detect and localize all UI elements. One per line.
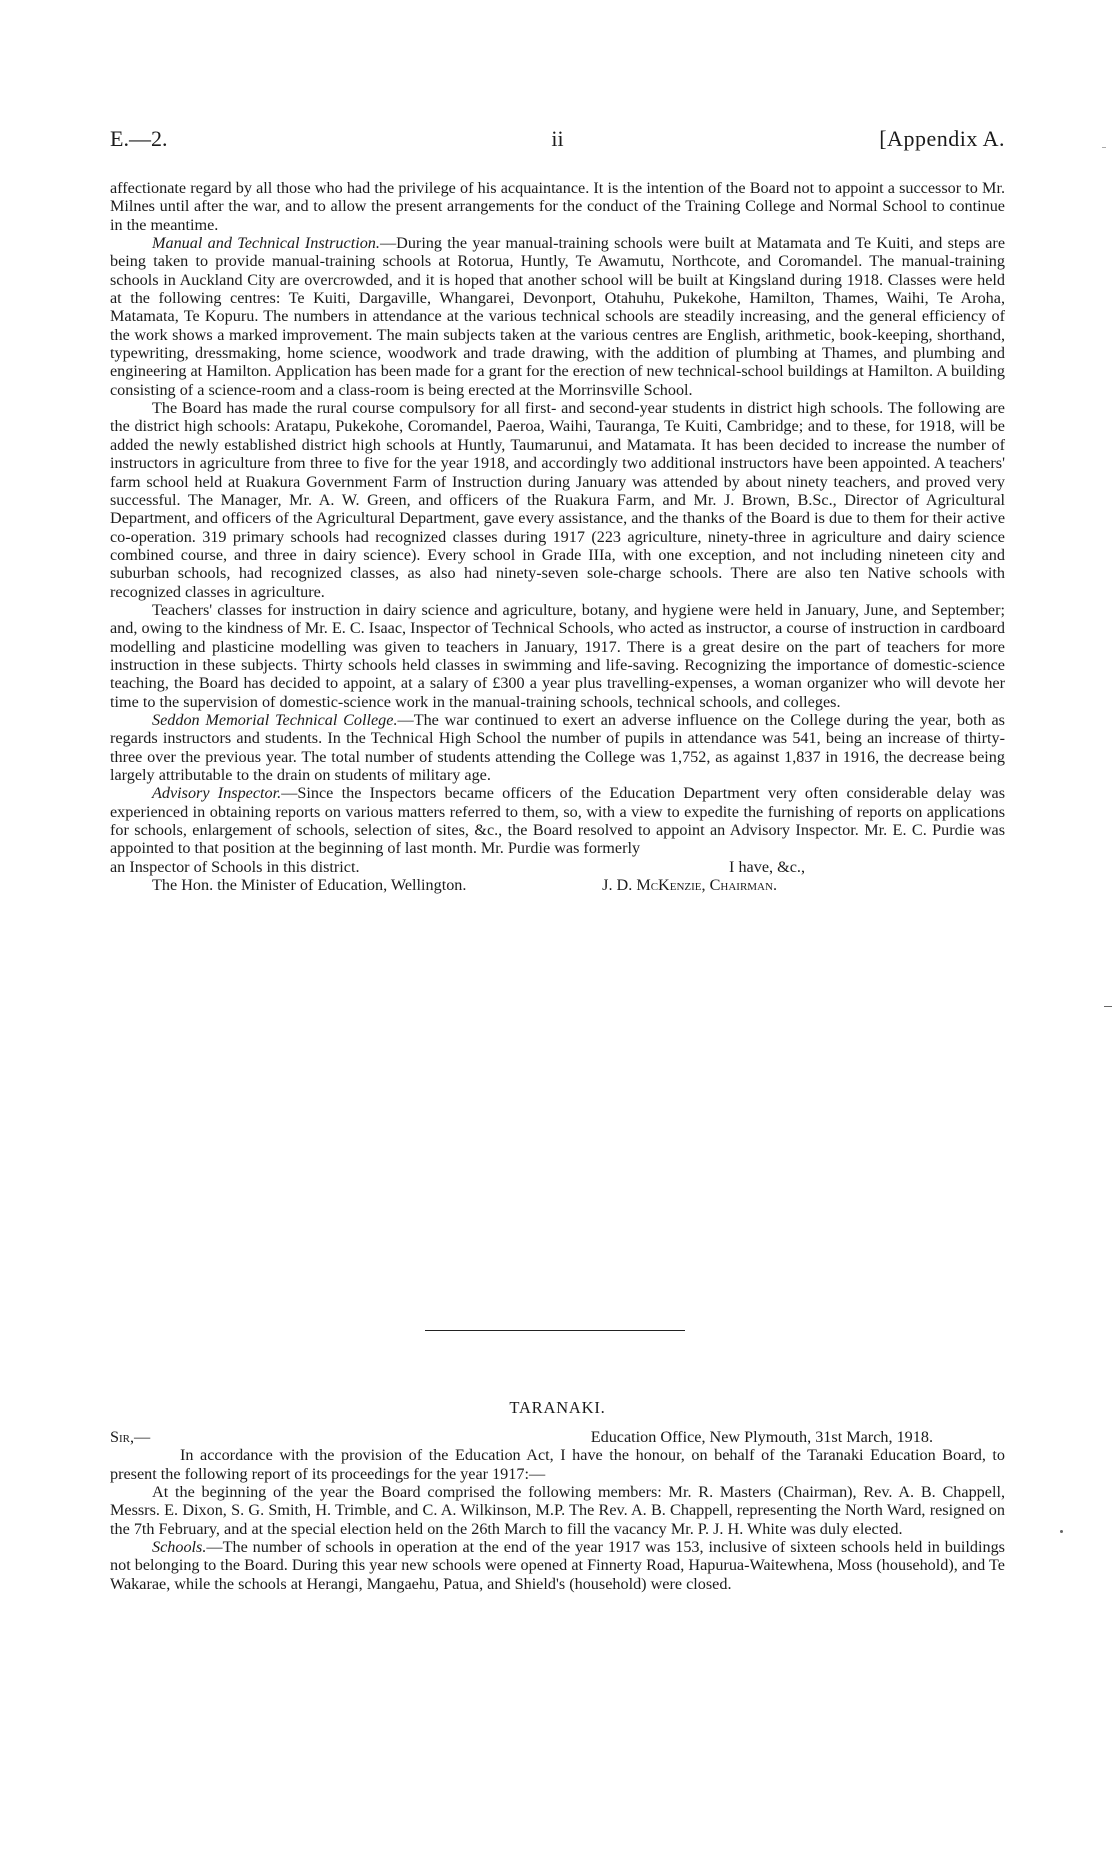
scan-mark [1102, 147, 1106, 148]
heading-manual-technical: Manual and Technical Instruction. [152, 234, 380, 253]
addressee: The Hon. the Minister of Education, Wellington. [152, 876, 467, 895]
heading-seddon: Seddon Memorial Technical College. [152, 710, 398, 729]
page-number: ii [551, 126, 564, 151]
heading-schools: Schools. [152, 1538, 207, 1557]
paragraph-teachers-classes: Teachers' classes for instruction in dairy science and agriculture, botany, and hygiene were held in January, June, and September; and, owing to the kindness of Mr. E. C. Isaac, Inspector of Technical Schools, who acted as instructor, a course of instruction in cardboard modelling and plasticine modelling was given to teachers in January, 1917. There is a great desire on the part of teachers for more instruction in these subjects. Thirty schools held classes in swimming and life-saving. Recognizing the importance of domestic-science teaching, the Board has decided to appoint, at a salary of £300 a year plus travelling-expenses, a woman organizer who will devote her time to the supervision of domestic-science work in the manual-training schools, technical schools, and colleges. [110, 600, 1005, 711]
signoff-i-have: I have, &c., [729, 857, 805, 876]
auckland-report-continuation [110, 179, 1005, 894]
heading-advisory: Advisory Inspector. [152, 784, 282, 803]
salutation: Sir,— [110, 1428, 151, 1446]
section-title-taranaki: TARANAKI. [509, 1398, 606, 1417]
signoff-line [110, 858, 1005, 876]
paragraph-advisory-text: Since the Inspectors became officers of the Education Department very often considerable delay was experienced in obtaining reports on various matters referred to them, so, with a view to expedite the furnishing of reports on applications for schools, enlargement of schools, selection of sites, &c., the Board resolved to appoint an Advisory Inspector. Mr. E. C. Purdie was appointed to that position at the beginning of last month. Mr. Purdie was formerly [110, 784, 1005, 858]
closing-line [110, 876, 1005, 894]
signature: J. D. McKenzie, Chairman. [602, 876, 777, 895]
paragraph-intro: affectionate regard by all those who had the privilege of his acquaintance. It is the intention of the Board not to appoint a successor to Mr. Milnes until after the war, and to allow the present arrangements for the conduct of the Training College and Normal School to continue in the meantime. [110, 179, 1005, 234]
report-code: E.—2. [110, 126, 168, 151]
paragraph-advisory: Advisory Inspector.—Since the Inspectors became officers of the Education Department very often considerable delay was experienced in obtaining reports on various matters referred to them, so, with a view to expedite the furnishing of reports on applications for schools, enlargement of schools, selection of sites, &c., the Board resolved to appoint an Advisory Inspector. Mr. E. C. Purdie was appointed to that position at the beginning of last month. Mr. Purdie was formerly [110, 784, 1005, 858]
scan-dot [1060, 1530, 1063, 1533]
paragraph-seddon-text: The war continued to exert an adverse influence on the College during the year, both as regards instructors and students. In the Technical High School the number of pupils in attendance was 541, being an increase of thirty-three over the previous year. The total number of students attending the College was 1,752, as against 1,837 in 1916, the decrease being largely attributable to the drain on students of military age. [110, 710, 1005, 784]
margin-mark [1104, 1006, 1112, 1007]
paragraph-taranaki-members: At the beginning of the year the Board comprised the following members: Mr. R. Masters (Chairman), Rev. A. B. Chappell, Messrs. E. Dixon, S. G. Smith, H. Trimble, and C. A. Wilkinson, M.P. The Rev. A. B. Chappell, representing the North Ward, resigned on the 7th February, and at the special election held on the 26th March to fill the vacancy Mr. P. J. H. White was duly elected. [110, 1483, 1005, 1538]
paragraph-seddon: Seddon Memorial Technical College.—The war continued to exert an adverse influence on the College during the year, both as regards instructors and students. In the Technical High School the number of pupils in attendance was 541, being an increase of thirty-three over the previous year. The total number of students attending the College was 1,752, as against 1,837 in 1916, the decrease being largely attributable to the drain on students of military age. [110, 710, 1005, 784]
paragraph-taranaki-schools-text: The number of schools in operation at the end of the year 1917 was 153, inclusive of sixteen schools held in buildings not belonging to the Board. During this year new schools were opened at Finnerty Road, Hapurua-Waitewhena, Moss (household), and Te Wakarae, while the schools at Herangi, Mangaehu, Patua, and Shield's (household) were closed. [110, 1538, 1005, 1593]
paragraph-taranaki-schools: Schools.—The number of schools in operation at the end of the year 1917 was 153, inclusive of sixteen schools held in buildings not belonging to the Board. During this year new schools were opened at Finnerty Road, Hapurua-Waitewhena, Moss (household), and Te Wakarae, while the schools at Herangi, Mangaehu, Patua, and Shield's (household) were closed. [110, 1538, 1005, 1593]
salutation-line [110, 1428, 1005, 1446]
office-and-date: Education Office, New Plymouth, 31st March, 1918. [590, 1428, 933, 1446]
paragraph-taranaki-intro: In accordance with the provision of the Education Act, I have the honour, on behalf of the Taranaki Education Board, to present the following report of its proceedings for the year 1917:— [110, 1446, 1005, 1483]
paragraph-rural-course: The Board has made the rural course compulsory for all first- and second-year students in district high schools. The following are the district high schools: Aratapu, Pukekohe, Coromandel, Paeroa, Waihi, Tauranga, Te Kuiti, Cambridge; and to these, for 1918, will be added the newly established district high schools at Huntly, Taumarunui, and Matamata. It has been decided to increase the number of instructors in agriculture from three to five for the year 1918, and accordingly two additional instructors have been appointed. A teachers' farm school held at Ruakura Government Farm of Instruction during January was attended by about ninety teachers, and proved very successful. The Manager, Mr. A. W. Green, and officers of the Ruakura Farm, and Mr. J. Brown, B.Sc., Director of Agricultural Department, and officers of the Agricultural Department, gave every assistance, and the thanks of the Board is due to them for their active co-operation. 319 primary schools had recognized classes during 1917 (223 agriculture, ninety-three in agriculture and dairy science combined course, and three in dairy science). Every school in Grade IIIa, with one exception, and not including nineteen city and suburban schools, had recognized classes, as also had ninety-seven sole-charge schools. There are also ten Native schools with recognized classes in agriculture. [110, 399, 1005, 601]
section-divider [425, 1330, 685, 1331]
appendix-label: [Appendix A. [879, 126, 1005, 151]
paragraph-manual-technical: Manual and Technical Instruction.—During the year manual-training schools were built at Matamata and Te Kuiti, and steps are being taken to provide manual-training schools at Rotorua, Huntly, Te Awamutu, Northcote, and Coromandel. The manual-training schools in Auckland City are overcrowded, and it is hoped that another school will be built at Kingsland during 1918. Classes were held at the following centres: Te Kuiti, Dargaville, Whangarei, Devonport, Otahuhu, Pukekohe, Hamilton, Thames, Waihi, Te Aroha, Matamata, Te Kopuru. The numbers in attendance at the various technical schools are steadily increasing, and the general efficiency of the work shows a marked improvement. The main subjects taken at the various centres are English, arithmetic, book-keeping, shorthand, typewriting, dressmaking, home science, woodwork and trade drawing, with the addition of plumbing at Thames, and plumbing and engineering at Hamilton. Application has been made for a grant for the erection of new technical-school buildings at Hamilton. A building consisting of a science-room and a class-room is being erected at the Morrinsville School. [110, 234, 1005, 399]
paragraph-manual-technical-text: During the year manual-training schools were built at Matamata and Te Kuiti, and steps are being taken to provide manual-training schools at Rotorua, Huntly, Te Awamutu, Northcote, and Coromandel. The manual-training schools in Auckland City are overcrowded, and it is hoped that another school will be built at Kingsland during 1918. Classes were held at the following centres: Te Kuiti, Dargaville, Whangarei, Devonport, Otahuhu, Pukekohe, Hamilton, Thames, Waihi, Te Aroha, Matamata, Te Kopuru. The numbers in attendance at the various technical schools are steadily increasing, and the general efficiency of the work shows a marked improvement. The main subjects taken at the various centres are English, arithmetic, book-keeping, shorthand, typewriting, dressmaking, home science, woodwork and trade drawing, with the addition of plumbing at Thames, and plumbing and engineering at Hamilton. Application has been made for a grant for the erection of new technical-school buildings at Hamilton. A building consisting of a science-room and a class-room is being erected at the Morrinsville School. [110, 234, 1005, 399]
page-header [110, 126, 1005, 158]
signoff-last-line: an Inspector of Schools in this district. [110, 857, 360, 876]
taranaki-report [110, 1428, 1005, 1593]
